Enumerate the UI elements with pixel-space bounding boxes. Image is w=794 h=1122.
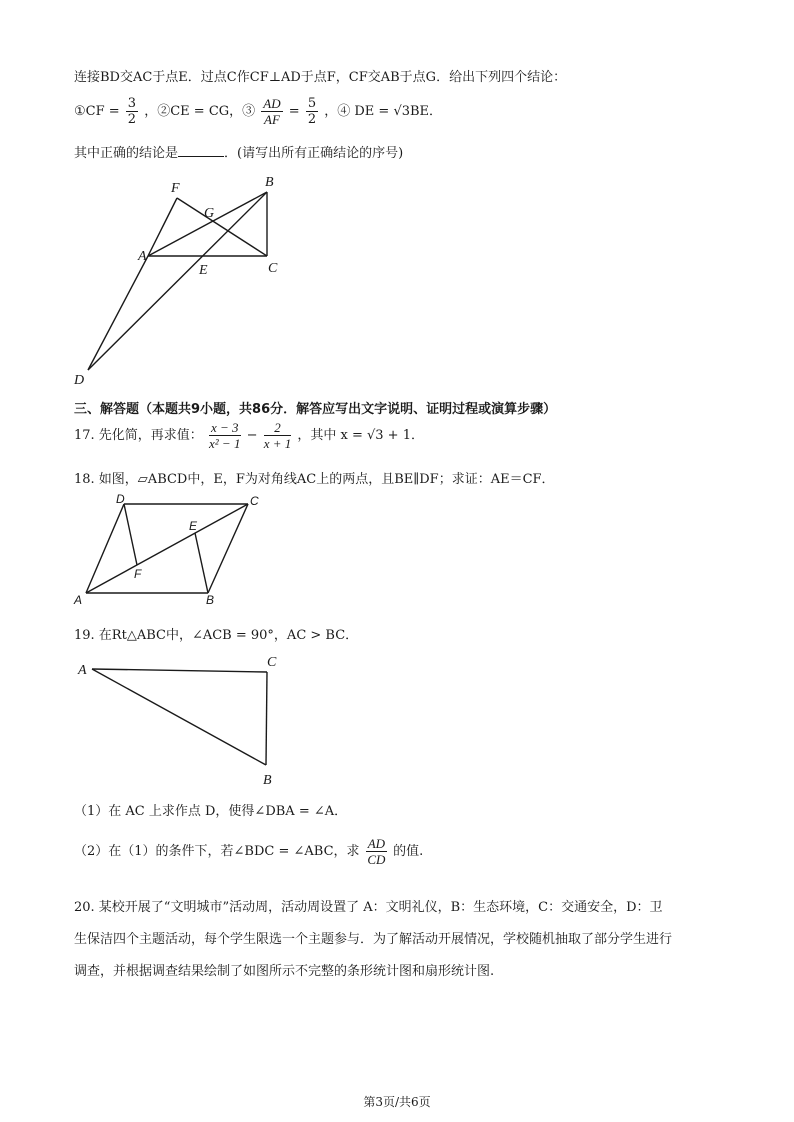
q18-text: 18. 如图，▱ABCD中，E，F为对角线AC上的两点，且BE∥DF；求证：AE＝CF． (74, 472, 555, 487)
section-3-title: 三、解答题（本题共9小题，共86分．解答应写出文字说明、证明过程或演算步骤） (74, 402, 557, 417)
label-g: G (204, 206, 215, 221)
label-b: B (206, 593, 215, 607)
conclusion-4: ，④ DE = √3BE． (324, 104, 443, 119)
segment-ab (148, 192, 267, 256)
label-f: F (171, 181, 180, 196)
fraction-2-over-x-plus-1: $\frac{2}{x + 1}$ (263, 420, 292, 451)
q19-part2-suffix: 的值. (393, 844, 424, 859)
q19-part2 (74, 836, 423, 867)
q20-line2: 生保洁四个主题活动，每个学生限选一个主题参与．为了解活动开展情况，学校随机抽取了部分学生进行 (74, 932, 673, 947)
fraction-ad-af: $\frac{AD}{AF}$ (263, 96, 281, 127)
segment-fc (177, 198, 267, 256)
q20-line3: 调查，并根据调查结果绘制了如图所示不完整的条形统计图和扇形统计图. (74, 964, 495, 979)
q17 (74, 420, 424, 451)
q19-figure (70, 652, 290, 792)
q16-line1: 连接BD交AC于点E．过点C作CF⊥AD于点F，CF交AB于点G．给出下列四个结论： (74, 70, 567, 85)
q18-figure (70, 490, 270, 610)
segment-cb (208, 504, 248, 593)
label-c: C (267, 655, 277, 670)
segment-ab (92, 669, 266, 765)
segment-cb (266, 672, 267, 765)
answer-blank[interactable] (178, 156, 224, 157)
label-a: A (74, 593, 83, 607)
label-d: D (116, 492, 125, 506)
q17-condition: ，其中 x = √3 + 1． (297, 428, 424, 443)
label-c: C (250, 494, 259, 508)
q16-figure (60, 168, 300, 388)
segment-df (124, 504, 137, 565)
q19-text: 19. 在Rt△ABC中，∠ACB = 90°，AC > BC． (74, 628, 359, 643)
q16-conclusions (74, 96, 442, 127)
q19-part2-prompt: （2）在（1）的条件下，若∠BDC = ∠ABC，求 (74, 844, 360, 859)
fraction-x-minus-3: $\frac{x - 3}{\text{x² − 1}}$ (209, 420, 241, 451)
segment-be (195, 533, 208, 593)
label-e: E (189, 519, 198, 533)
segment-bd (88, 192, 267, 370)
q19-part1: （1）在 AC 上求作点 D，使得∠DBA = ∠A． (74, 804, 348, 819)
conclusion-1-label: ①CF = (74, 104, 120, 119)
segment-ad (88, 256, 148, 370)
conclusion-3-eq: = (288, 104, 300, 119)
page-number: 第3页/共6页 (363, 1095, 431, 1109)
q20-line1: 20. 某校开展了“文明城市”活动周，活动周设置了 A：文明礼仪，B：生态环境，C：交通安全，D：卫 (74, 900, 663, 915)
q17-prompt: 17. 先化简，再求值： (74, 428, 203, 443)
q16-answer-prompt: 其中正确的结论是 (74, 146, 179, 161)
label-f: F (134, 567, 142, 581)
label-e: E (199, 263, 208, 278)
label-b: B (263, 773, 272, 788)
segment-af (148, 198, 177, 256)
fraction-ad-cd: $\frac{AD}{CD}$ (367, 836, 386, 867)
q16-answer-hint: ．(请写出所有正确结论的序号) (224, 146, 404, 161)
fraction-5-2: $\frac{5}{2}$ (307, 96, 317, 127)
label-c: C (268, 261, 278, 276)
diagonal-ac (86, 504, 248, 593)
label-a: A (78, 663, 87, 678)
q17-minus: − (246, 428, 258, 443)
label-b: B (265, 175, 274, 190)
label-d: D (74, 373, 85, 388)
segment-ad (86, 504, 124, 593)
q16-line3 (74, 142, 403, 161)
fraction-3-2: $\frac{3}{2}$ (127, 96, 137, 127)
segment-ac (92, 669, 267, 672)
conclusion-2: ，②CE = CG，③ (144, 104, 256, 119)
label-a: A (138, 249, 147, 264)
